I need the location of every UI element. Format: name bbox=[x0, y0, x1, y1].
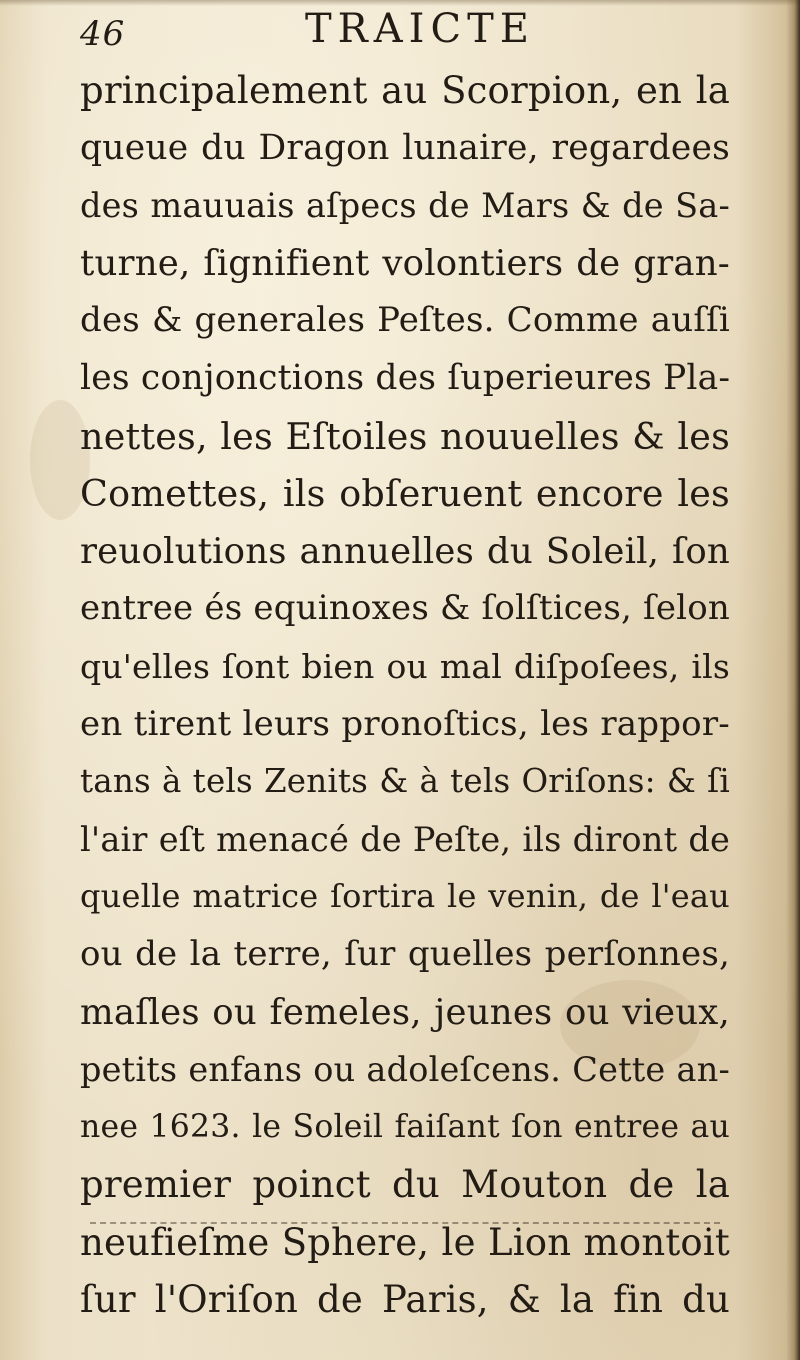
text-line: ſur l'Oriſon de Paris, & la fin du bbox=[80, 1278, 730, 1322]
text-line: l'air eſt menacé de Peſte, ils diront de bbox=[80, 819, 730, 859]
text-line: ou de la terre, ſur quelles perſonnes, bbox=[80, 933, 730, 974]
text-line: neufieſme Sphere, le Lion montoit bbox=[80, 1220, 730, 1264]
text-line: nettes, les Eſtoiles nouuelles & les bbox=[80, 414, 730, 458]
text-line: en tirent leurs pronoſtics, les rappor- bbox=[80, 703, 730, 744]
text-line: les conjonctions des ſuperieures Pla- bbox=[80, 357, 731, 398]
page-number: 46 bbox=[80, 14, 126, 54]
text-line: principalement au Scorpion, en la bbox=[80, 69, 730, 112]
text-line: qu'elles ſont bien ou mal diſpoſees, ils bbox=[80, 646, 730, 686]
text-line: petits enfans ou adoleſcens. Cette an- bbox=[80, 1050, 730, 1090]
text-line: turne, ſignifient volontiers de gran- bbox=[80, 242, 730, 284]
running-head bbox=[80, 6, 740, 56]
text-line: des & generales Peſtes. Comme auſſi bbox=[80, 300, 730, 341]
text-line: reuolutions annuelles du Soleil, ſon bbox=[80, 530, 730, 572]
text-line: premier poinct du Mouton de la bbox=[80, 1163, 730, 1207]
catchword-rule-fragment bbox=[90, 1222, 720, 1226]
text-line: des mauuais aſpecs de Mars & de Sa- bbox=[80, 186, 730, 226]
text-line: queue du Dragon lunaire, regardees bbox=[80, 127, 730, 168]
text-line: nee 1623. le Soleil faiſant ſon entree au bbox=[80, 1108, 730, 1145]
text-line: tans à tels Zenits & à tels Oriſons: & ſi bbox=[80, 762, 730, 801]
text-line: quelle matrice ſortira le venin, de l'eau bbox=[80, 877, 730, 916]
page-binding-edge bbox=[786, 0, 800, 1360]
body-text bbox=[80, 62, 730, 1329]
text-line: Comettes, ils obſeruent encore les bbox=[80, 472, 730, 516]
text-line: maſles ou femeles, jeunes ou vieux, bbox=[80, 991, 730, 1033]
running-title: TRAICTE bbox=[305, 6, 535, 52]
text-line: entree és equinoxes & ſolſtices, ſelon bbox=[80, 588, 730, 629]
